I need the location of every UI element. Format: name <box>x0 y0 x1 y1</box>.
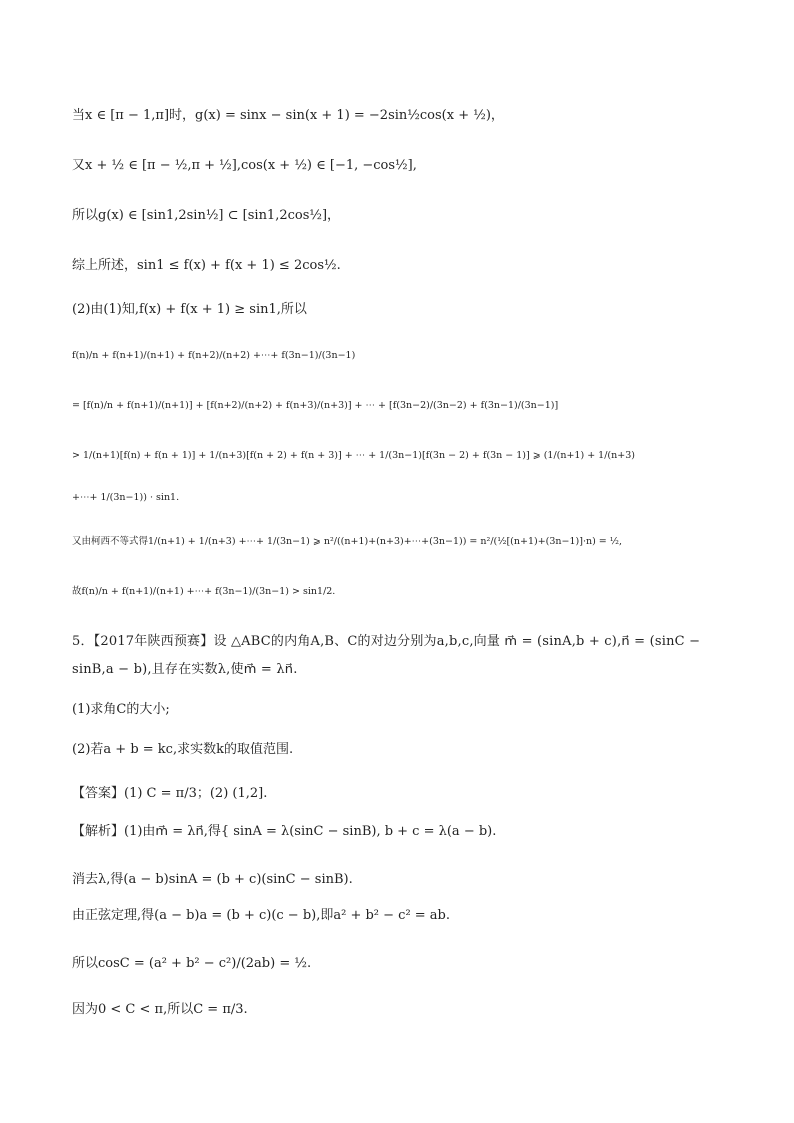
analysis-line: 【解析】(1)由m⃗ = λn⃗,得{ sinA = λ(sinC − sinB), b + c = λ(a − b). <box>72 824 497 839</box>
formula-line-9: +⋯+ 1/(3n−1)) · sin1. <box>72 492 180 503</box>
text-line-3: 所以g(x) ∈ [sin1,2sin½] ⊂ [sin1,2cos½]， <box>72 208 341 223</box>
formula-line-7: = [f(n)/n + f(n+1)/(n+1)] + [f(n+2)/(n+2) + f(n+3)/(n+3)] + ⋯ + [f(3n−2)/(3n−2) + f(3n−1)/(3n−1)] <box>72 400 559 411</box>
text-line-5: (2)由(1)知,f(x) + f(x + 1) ≥ sin1,所以 <box>72 302 307 317</box>
solution-line-1: 消去λ,得(a − b)sinA = (b + c)(sinC − sinB). <box>72 872 353 887</box>
solution-line-3: 所以cosC = (a² + b² − c²)/(2ab) = ½. <box>72 956 312 971</box>
problem-5-statement: 5．【2017年陕西预赛】设 △ABC的内角A,B、C的对边分别为a,b,c,向量 m⃗ = (sinA,b + c),n⃗ = (sinC − sinB,a − b),且存在实数λ,使m⃗ = λn⃗. <box>72 634 701 677</box>
formula-line-11: 故f(n)/n + f(n+1)/(n+1) +⋯+ f(3n−1)/(3n−1) > sin1/2. <box>72 586 336 597</box>
question-1: (1)求角C的大小; <box>72 702 170 717</box>
text-line-4: 综上所述，sin1 ≤ f(x) + f(x + 1) ≤ 2cos½. <box>72 258 341 273</box>
text-line-2: 又x + ½ ∈ [π − ½,π + ½],cos(x + ½) ∈ [−1, −cos½], <box>72 158 417 173</box>
solution-line-4: 因为0 < C < π,所以C = π/3. <box>72 1002 248 1017</box>
formula-line-6: f(n)/n + f(n+1)/(n+1) + f(n+2)/(n+2) +⋯+ f(3n−1)/(3n−1) <box>72 350 356 361</box>
question-2: (2)若a + b = kc,求实数k的取值范围. <box>72 742 294 757</box>
answer-line: 【答案】(1) C = π/3；(2) (1,2]. <box>72 786 268 801</box>
formula-line-10: 又由柯西不等式得1/(n+1) + 1/(n+3) +⋯+ 1/(3n−1) ⩾ n²/((n+1)+(n+3)+⋯+(3n−1)) = n²/(½[(n+1)+(3n−1)]·n) = ½, <box>72 536 623 547</box>
solution-line-2: 由正弦定理,得(a − b)a = (b + c)(c − b),即a² + b² − c² = ab. <box>72 908 451 923</box>
text-line-1: 当x ∈ [π − 1,π]时，g(x) = sinx − sin(x + 1) = −2sin½cos(x + ½)， <box>72 108 504 123</box>
formula-line-8: > 1/(n+1)[f(n) + f(n + 1)] + 1/(n+3)[f(n + 2) + f(n + 3)] + ⋯ + 1/(3n−1)[f(3n − 2) + f(3n − 1)] ⩾ (1/(n+1) + 1/(n+3) <box>72 450 635 461</box>
